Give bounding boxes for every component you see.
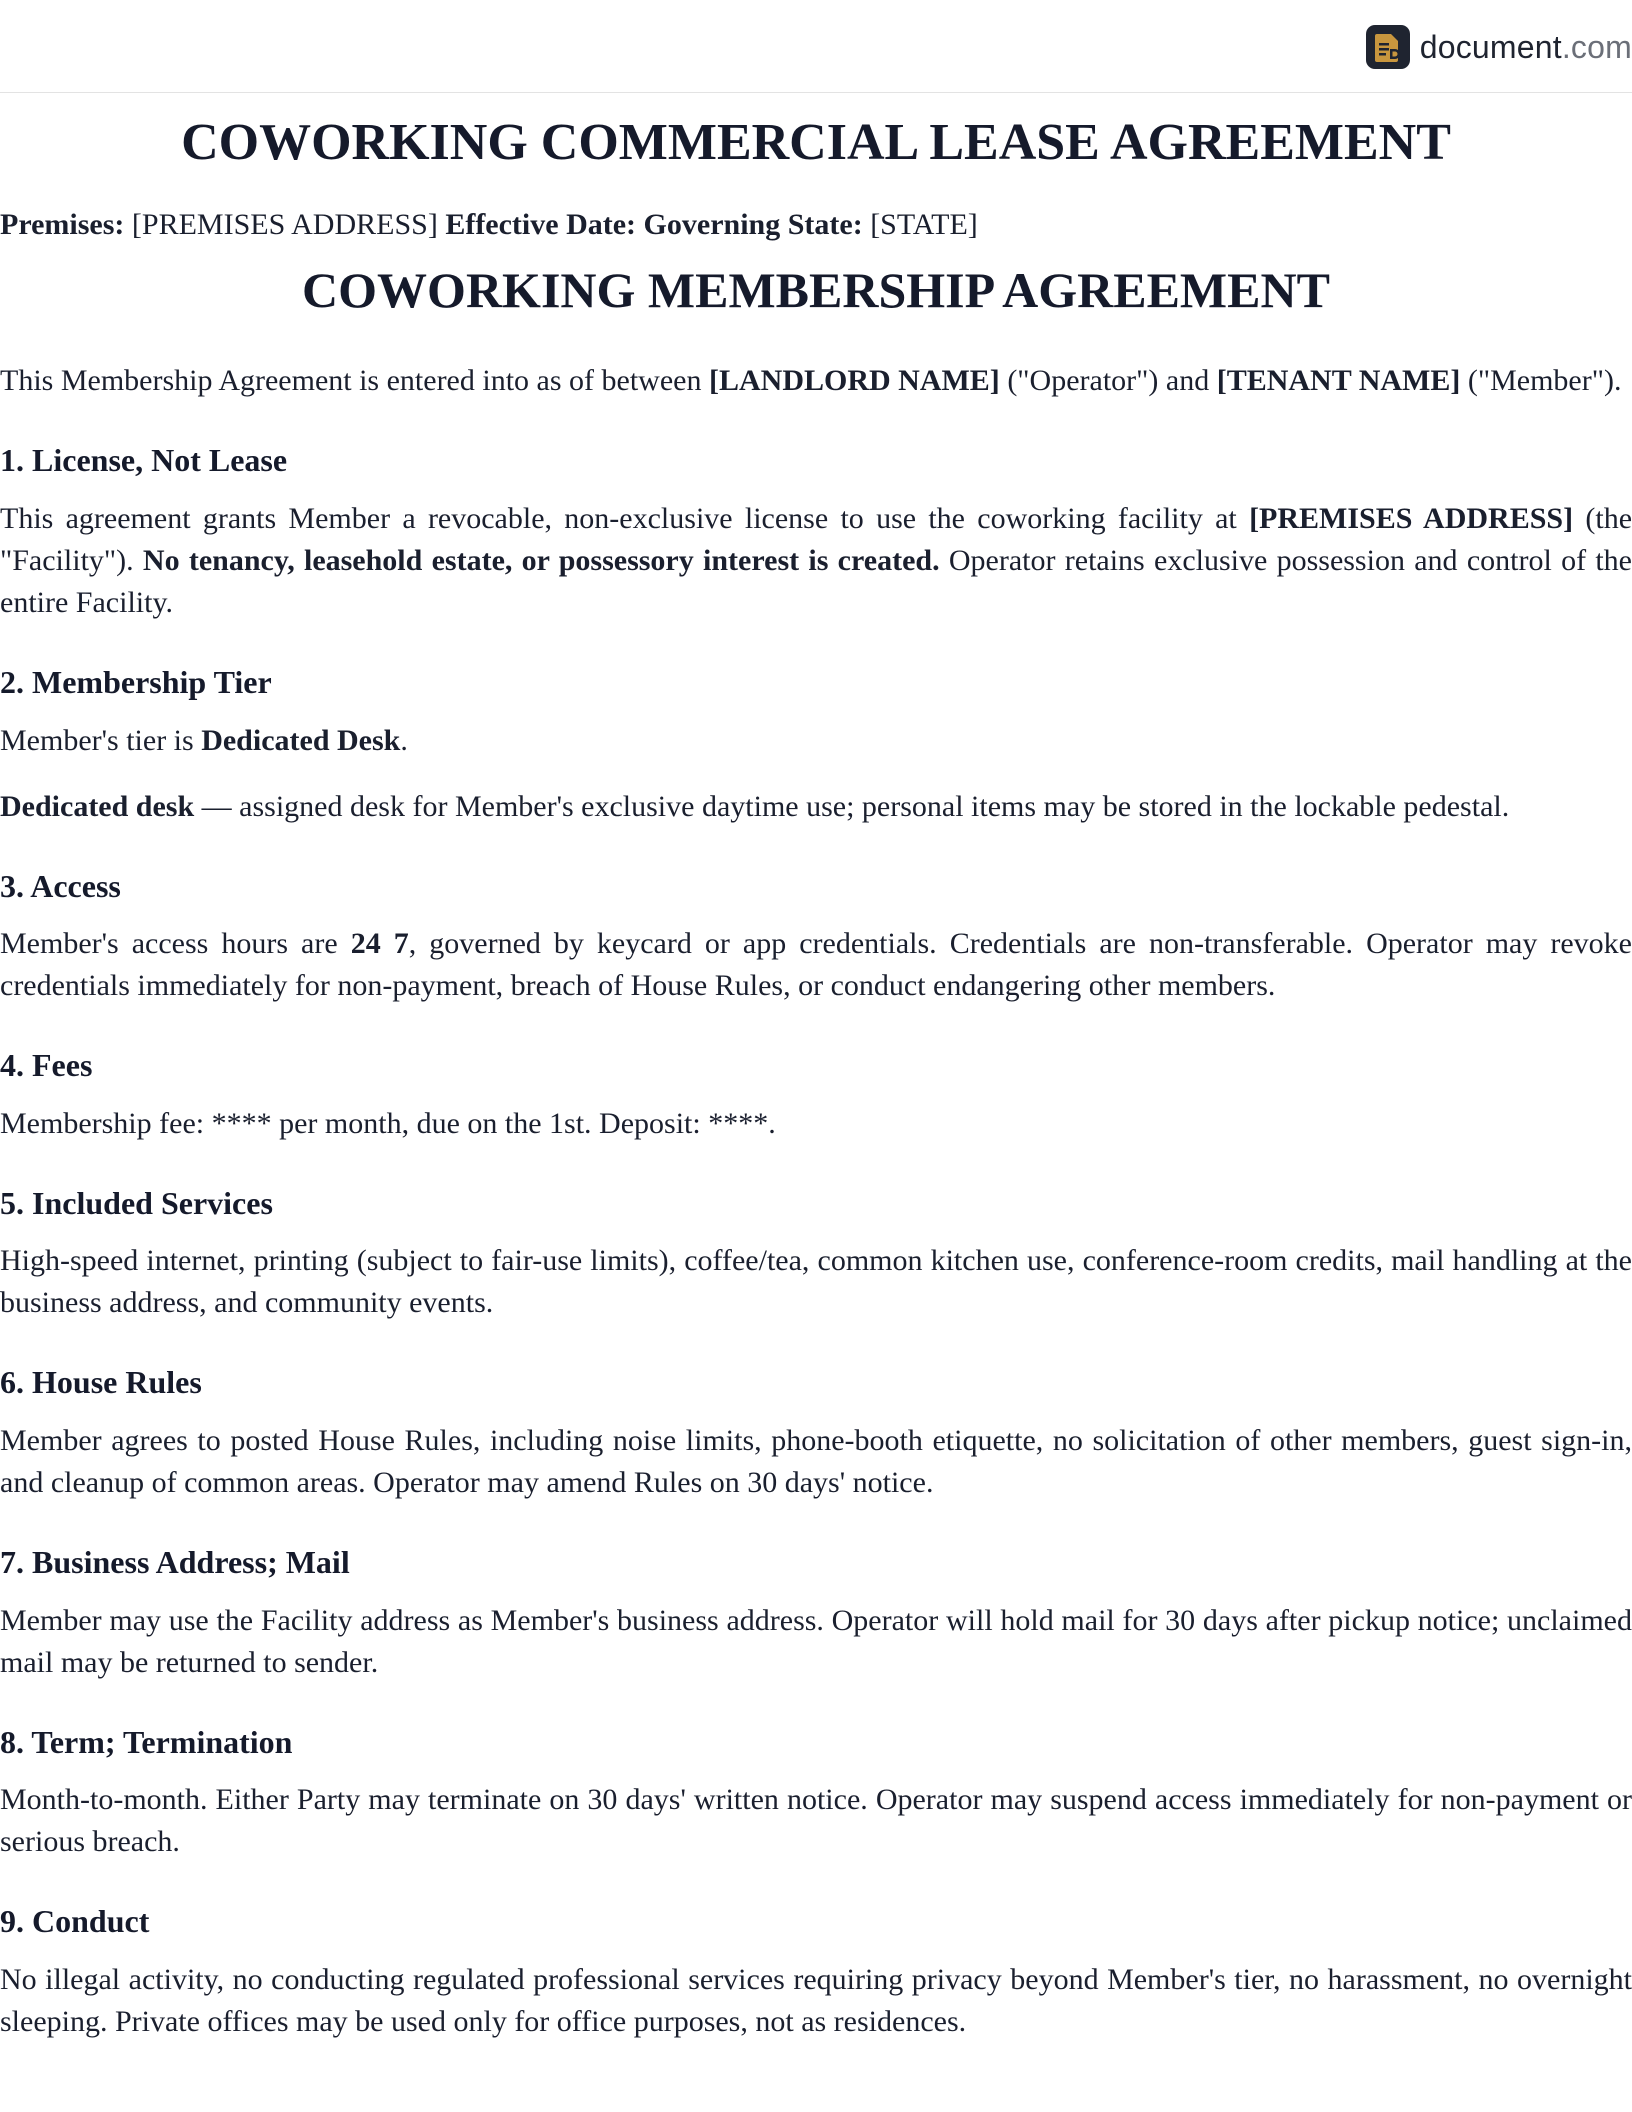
section-emphasis: No tenancy, leasehold estate, or possessory interest is created. <box>142 543 940 577</box>
section-fees <box>0 1045 1632 1145</box>
governing-state-label: Governing State: <box>643 208 863 242</box>
section-text: , governed by keycard or app credentials. Credentials are non-transferable. Operator may revoke credentials immediately for non-payment, breach of House Rules, or conduct endangering other members. <box>0 927 1632 1003</box>
intro-text: ("Member"). <box>1460 364 1622 398</box>
section-heading: 6. House Rules <box>0 1364 202 1401</box>
tenant-name: [TENANT NAME] <box>1216 364 1461 398</box>
section-heading: 4. Fees <box>0 1047 93 1084</box>
document-meta <box>0 204 1632 246</box>
premises-value: [PREMISES ADDRESS] <box>131 208 438 242</box>
document-body <box>0 92 1632 2043</box>
section-heading: 8. Term; Termination <box>0 1723 293 1760</box>
section-house-rules <box>0 1362 1632 1504</box>
section-conduct <box>0 1901 1632 2043</box>
section-business-address <box>0 1542 1632 1684</box>
section-text: (the "Facility"). <box>0 501 1632 577</box>
section-heading: 1. License, Not Lease <box>0 442 288 479</box>
section-heading: 3. Access <box>0 867 121 904</box>
section-body: Member agrees to posted House Rules, including noise limits, phone-booth etiquette, no solicitation of other members, guest sign-in, and cleanup of common areas. Operator may amend Rules on 30 days' notice. <box>0 1423 1632 1499</box>
section-membership-tier <box>0 662 1632 828</box>
section-access <box>0 866 1632 1008</box>
section-body <box>0 923 1632 1007</box>
intro-text: This Membership Agreement is entered into as of between <box>0 364 709 398</box>
document-title: COWORKING COMMERCIAL LEASE AGREEMENT <box>181 114 1451 171</box>
section-text: . <box>400 723 408 757</box>
section-heading: 5. Included Services <box>0 1184 273 1221</box>
section-term-termination <box>0 1722 1632 1864</box>
landlord-name: [LANDLORD NAME] <box>708 364 1000 398</box>
section-heading: 7. Business Address; Mail <box>0 1543 350 1580</box>
section-text: Member's tier is <box>0 723 202 757</box>
governing-state-value: [STATE] <box>870 208 978 242</box>
intro-text: ("Operator") and <box>999 364 1217 398</box>
section-text: Member's access hours are <box>0 927 351 961</box>
top-bar <box>0 0 1632 93</box>
document-subtitle: COWORKING MEMBERSHIP AGREEMENT <box>302 262 1330 319</box>
section-emphasis: Dedicated Desk <box>201 723 401 757</box>
section-heading: 9. Conduct <box>0 1903 150 1940</box>
section-body: Membership fee: **** per month, due on the 1st. Deposit: ****. <box>0 1106 776 1140</box>
section-text: — assigned desk for Member's exclusive daytime use; personal items may be stored in the lockable pedestal. <box>194 789 1510 823</box>
section-heading: 2. Membership Tier <box>0 663 272 700</box>
section-license <box>0 440 1632 624</box>
section-text: This agreement grants Member a revocable, non-exclusive license to use the coworking facility at <box>0 501 1250 535</box>
section-emphasis: [PREMISES ADDRESS] <box>1249 501 1574 535</box>
section-body: No illegal activity, no conducting regulated professional services requiring privacy beyond Member's tier, no harassment, no overnight sleeping. Private offices may be used only for office purposes, not as residences. <box>0 1962 1632 2038</box>
section-body: Month-to-month. Either Party may terminate on 30 days' written notice. Operator may suspend access immediately for non-payment or serious breach. <box>0 1783 1632 1859</box>
section-body: High-speed internet, printing (subject to fair-use limits), coffee/tea, common kitchen use, conference-room credits, mail handling at the business address, and community events. <box>0 1244 1632 1320</box>
section-emphasis: Dedicated desk <box>0 789 195 823</box>
brand-name-main: document <box>1419 28 1562 65</box>
section-body: Member may use the Facility address as Member's business address. Operator will hold mail for 30 days after pickup notice; unclaimed mail may be returned to sender. <box>0 1603 1632 1679</box>
brand-logo[interactable] <box>1366 22 1632 72</box>
section-body-detail <box>0 786 1632 828</box>
section-included-services <box>0 1183 1632 1325</box>
section-emphasis: 24 7 <box>350 927 409 961</box>
document-logo-icon <box>1366 25 1410 69</box>
premises-label: Premises: <box>0 208 125 242</box>
intro-paragraph <box>0 360 1632 402</box>
effective-date-label: Effective Date: <box>445 208 637 242</box>
section-body <box>0 720 1632 762</box>
brand-tld: .com <box>1561 28 1632 65</box>
section-text: Operator retains exclusive possession and control of the entire Facility. <box>0 543 1632 619</box>
section-body <box>0 498 1632 624</box>
brand-name <box>1420 29 1632 66</box>
